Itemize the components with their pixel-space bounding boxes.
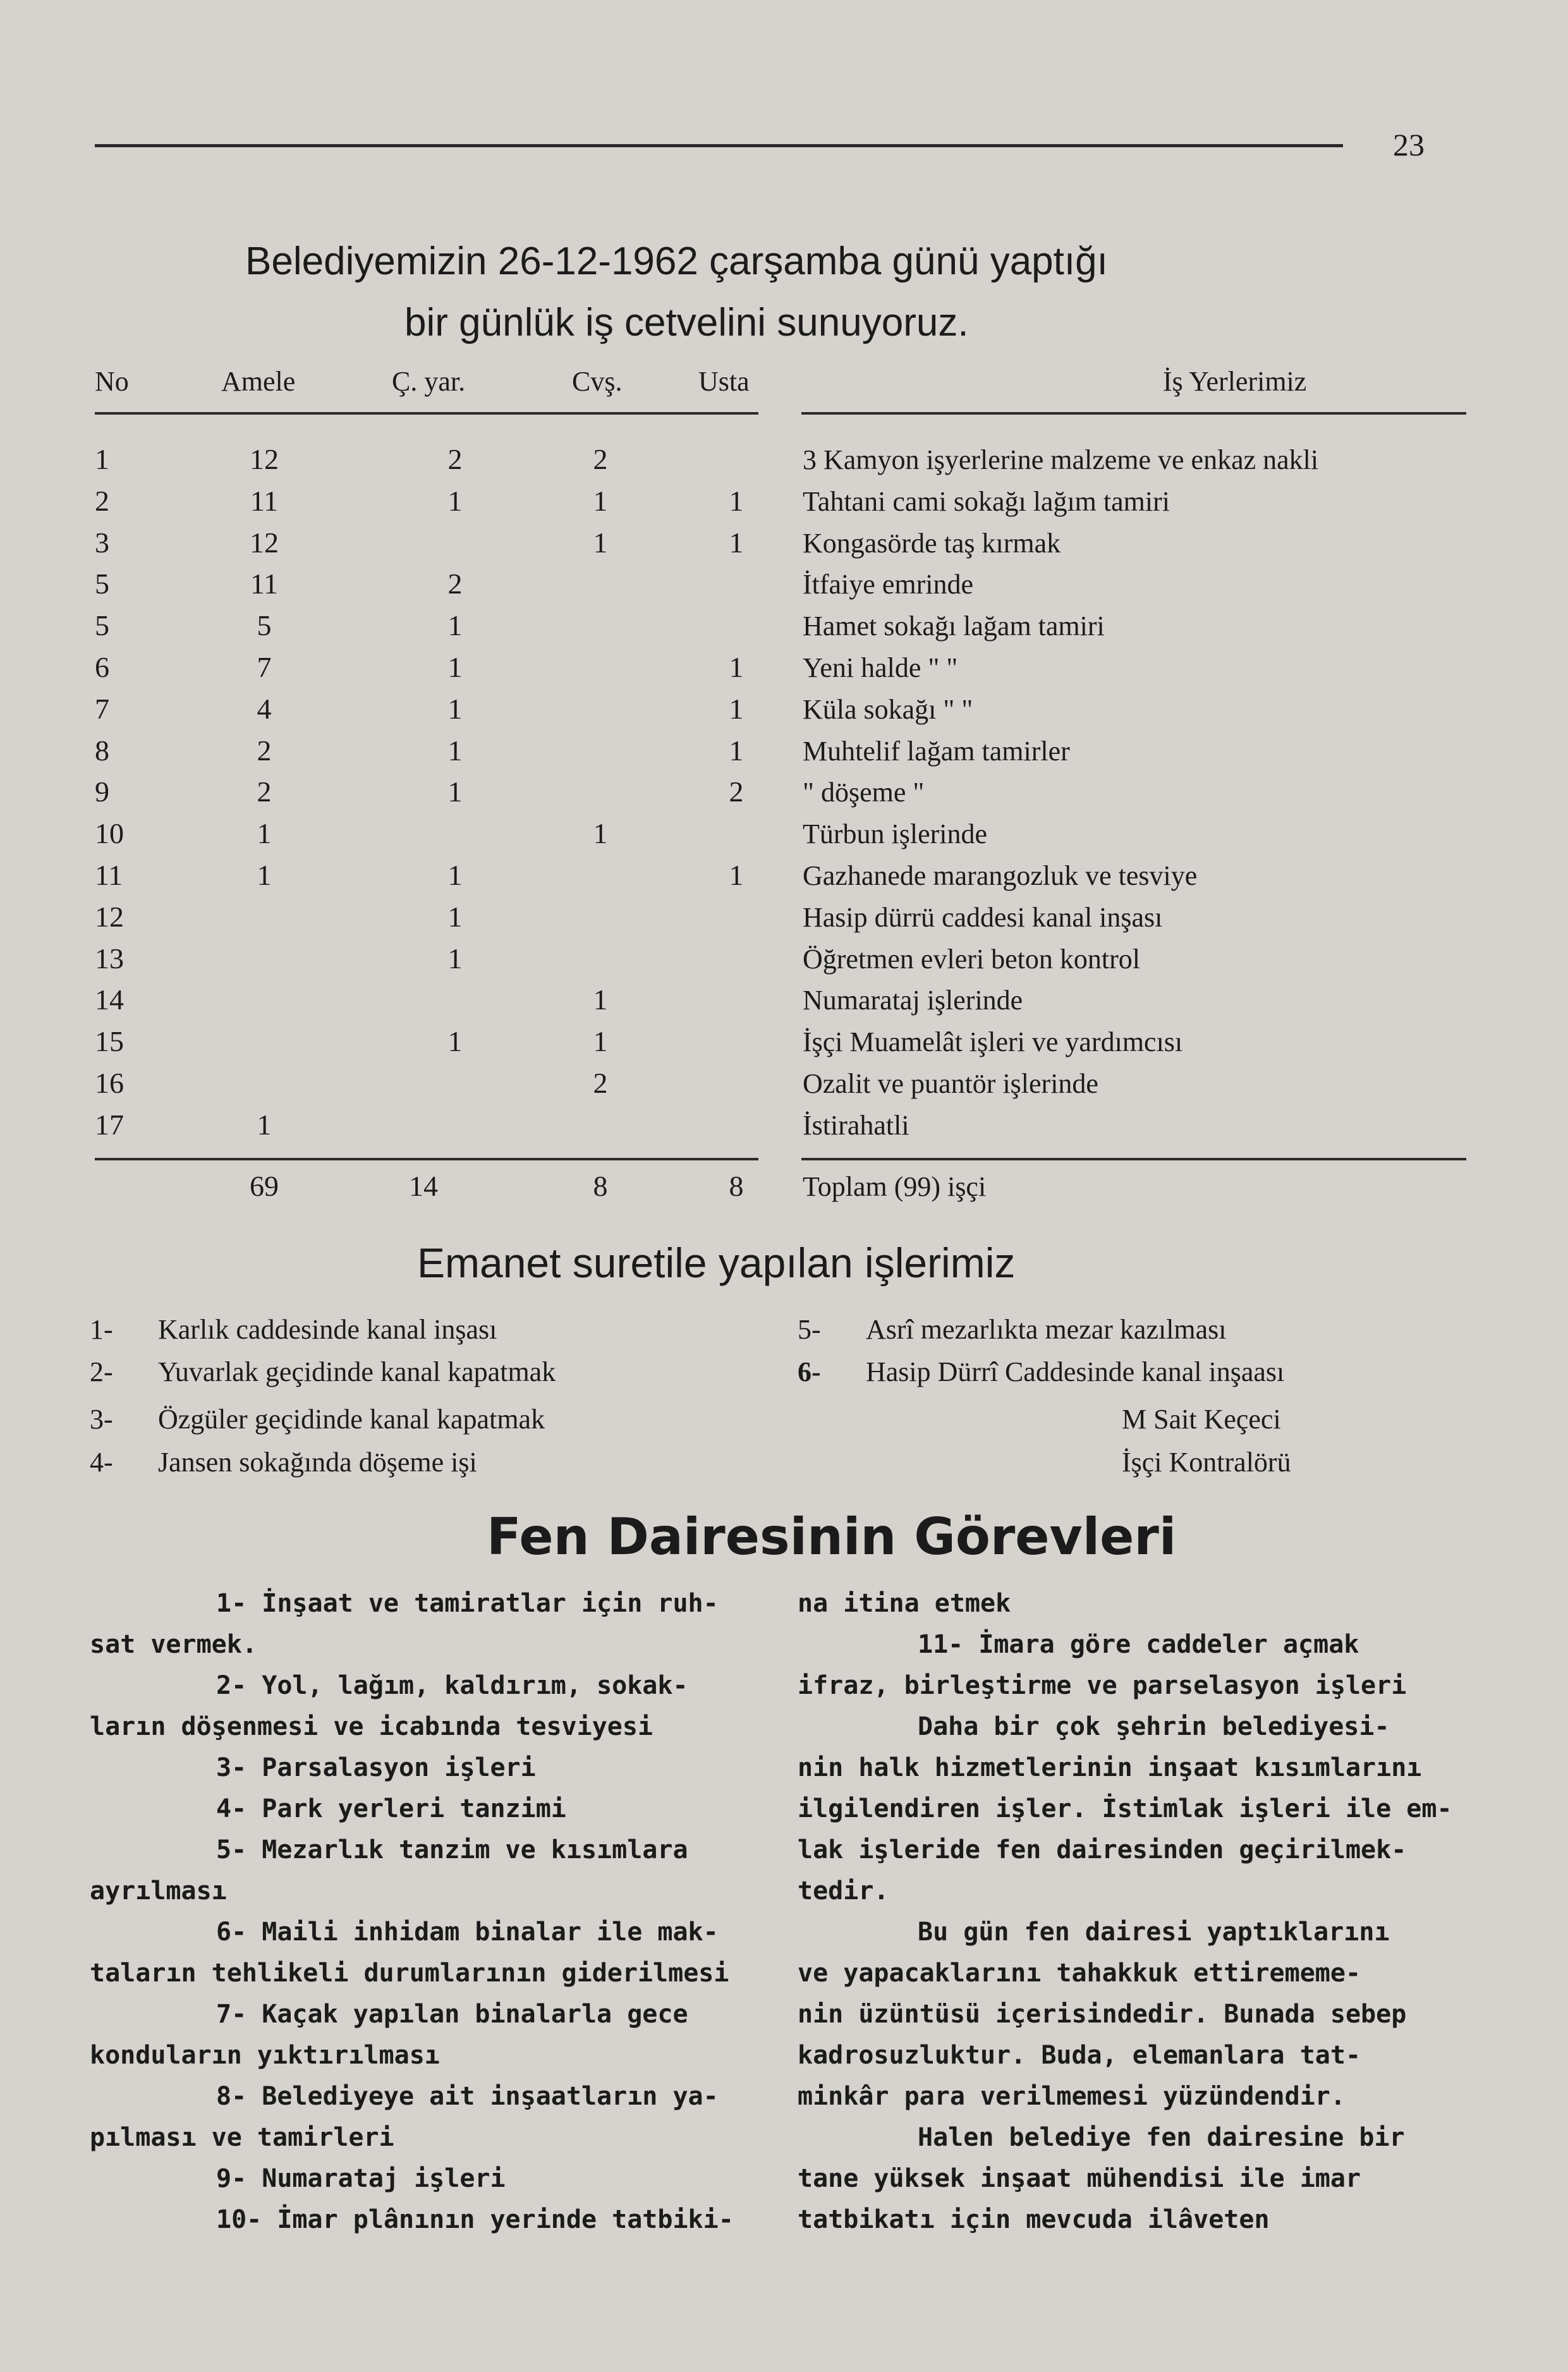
total-work: Toplam (99) işçi <box>803 1171 987 1202</box>
table-cell-cyar: 2 <box>447 443 463 475</box>
table-cell-no: 11 <box>95 859 123 891</box>
table-cell-amele: 11 <box>250 485 279 517</box>
fen-right-line: nin halk hizmetlerinin inşaat kısımlarını <box>798 1753 1422 1782</box>
emanet-item-text: Asrî mezarlıkta mezar kazılması <box>866 1314 1227 1345</box>
col-header-no: No <box>95 366 129 397</box>
emanet-item-text: Özgüler geçidinde kanal kapatmak <box>158 1404 545 1435</box>
table-cell-work: Küla sokağı " " <box>803 694 973 725</box>
fen-left-line: 1- İnşaat ve tamiratlar için ruh- <box>216 1589 719 1618</box>
fen-left-line: sat vermek. <box>90 1630 257 1659</box>
fen-left-line: 4- Park yerleri tanzimi <box>216 1794 566 1823</box>
emanet-item-text: Hasip Dürrî Caddesinde kanal inşaası <box>866 1356 1285 1387</box>
emanet-item-text: Yuvarlak geçidinde kanal kapatmak <box>158 1356 556 1387</box>
fen-right-line: 11- İmara göre caddeler açmak <box>918 1630 1359 1659</box>
fen-left-line: 8- Belediyeye ait inşaatların ya- <box>216 2082 719 2111</box>
table-cell-no: 17 <box>95 1109 124 1141</box>
table-cell-cvs: 1 <box>593 485 608 517</box>
table-cell-usta: 1 <box>729 693 744 725</box>
table-cell-work: Hamet sokağı lağam tamiri <box>803 611 1105 642</box>
fen-left-line: 3- Parsalasyon işleri <box>216 1753 536 1782</box>
total-usta: 8 <box>729 1170 744 1202</box>
table-cell-amele: 12 <box>250 526 279 559</box>
table-cell-cyar: 1 <box>447 901 463 933</box>
table-cell-amele: 1 <box>257 817 272 849</box>
fen-right-line: ilgilendiren işler. İstimlak işleri ile em- <box>798 1794 1452 1823</box>
emanet-item-num: 5- <box>798 1314 821 1345</box>
emanet-item-text: Karlık caddesinde kanal inşası <box>158 1314 497 1345</box>
table-cell-amele: 2 <box>257 734 272 767</box>
total-rule-left <box>95 1158 758 1160</box>
table-cell-work: İstirahatli <box>803 1110 909 1141</box>
table-cell-cyar: 1 <box>447 1025 463 1057</box>
table-cell-no: 9 <box>95 775 109 808</box>
fen-right-line: Bu gün fen dairesi yaptıklarını <box>918 1918 1390 1947</box>
col-header-usta: Usta <box>698 366 750 397</box>
table-cell-cyar: 1 <box>447 693 463 725</box>
fen-right-line: Halen belediye fen dairesine bir <box>918 2123 1405 2152</box>
table-cell-no: 14 <box>95 983 124 1016</box>
table-cell-work: İşçi Muamelât işleri ve yardımcısı <box>803 1026 1183 1057</box>
table-cell-work: Gazhanede marangozluk ve tesviye <box>803 860 1198 891</box>
table-cell-amele: 7 <box>257 651 272 683</box>
header-rule-right <box>801 412 1466 415</box>
table-cell-no: 13 <box>95 942 124 975</box>
table-cell-usta: 1 <box>729 526 744 559</box>
emanet-item-num: 4- <box>90 1447 113 1478</box>
table-cell-amele: 5 <box>257 609 272 642</box>
signature-name: M Sait Keçeci <box>1122 1404 1281 1435</box>
table-cell-cyar: 2 <box>447 568 463 600</box>
table-cell-work: Türbun işlerinde <box>803 818 988 849</box>
fen-right-column <box>798 1583 1452 2241</box>
fen-left-column <box>90 1583 734 2241</box>
table-cell-cvs: 1 <box>593 1025 608 1057</box>
table-cell-cvs: 1 <box>593 817 608 849</box>
fen-left-line: ların döşenmesi ve icabında tesviyesi <box>90 1712 653 1741</box>
table-cell-work: İtfaiye emrinde <box>803 569 973 600</box>
table-cell-usta: 1 <box>729 485 744 517</box>
table-cell-cyar: 1 <box>447 859 463 891</box>
fen-right-line: ifraz, birleştirme ve parselasyon işleri <box>798 1671 1407 1700</box>
fen-left-line: 7- Kaçak yapılan binalarla gece <box>216 2000 688 2029</box>
table-cell-work: Öğretmen evleri beton kontrol <box>803 944 1140 975</box>
title-line-2: bir günlük iş cetvelini sunuyoruz. <box>404 301 969 344</box>
table-cell-no: 15 <box>95 1025 124 1057</box>
fen-heading: Fen Dairesinin Görevleri <box>487 1507 1177 1566</box>
table-cell-work: Yeni halde " " <box>803 652 958 683</box>
emanet-item-num: 1- <box>90 1314 113 1345</box>
fen-left-line: 2- Yol, lağım, kaldırım, sokak- <box>216 1671 688 1700</box>
fen-left-line: 10- İmar plânının yerinde tatbiki- <box>216 2205 734 2234</box>
fen-right-line: lak işleride fen dairesinden geçirilmek- <box>798 1835 1407 1864</box>
fen-right-line: tedir. <box>798 1876 889 1906</box>
table-cell-usta: 1 <box>729 859 744 891</box>
fen-right-line: nin üzüntüsü içerisindedir. Bunada sebep <box>798 2000 1407 2029</box>
table-cell-no: 10 <box>95 817 124 849</box>
table-cell-no: 2 <box>95 485 109 517</box>
table-cell-amele: 12 <box>250 443 279 475</box>
table-cell-work: 3 Kamyon işyerlerine malzeme ve enkaz nakli <box>803 444 1319 475</box>
table-cell-cyar: 1 <box>447 775 463 808</box>
top-rule <box>95 144 1343 147</box>
table-cell-no: 8 <box>95 734 109 767</box>
table-cell-work: Kongasörde taş kırmak <box>803 528 1061 559</box>
total-amele: 69 <box>250 1170 279 1202</box>
table-cell-no: 7 <box>95 693 109 725</box>
fen-left-line: 9- Numarataj işleri <box>216 2164 506 2193</box>
fen-left-line: 5- Mezarlık tanzim ve kısımlara <box>216 1835 688 1864</box>
col-header-cyar: Ç. yar. <box>392 366 466 397</box>
table-cell-usta: 1 <box>729 734 744 767</box>
table-cell-amele: 4 <box>257 693 272 725</box>
table-cell-work: Ozalit ve puantör işlerinde <box>803 1068 1098 1099</box>
header-rule-left <box>95 412 758 415</box>
signature-title: İşçi Kontralörü <box>1122 1447 1291 1478</box>
table-cell-no: 5 <box>95 568 109 600</box>
col-header-work: İş Yerlerimiz <box>1163 366 1307 397</box>
table-cell-work: Numarataj işlerinde <box>803 985 1023 1016</box>
fen-left-line: pılması ve tamirleri <box>90 2123 394 2152</box>
table-cell-cvs: 1 <box>593 983 608 1016</box>
fen-left-line: 6- Maili inhidam binalar ile mak- <box>216 1918 719 1947</box>
table-cell-no: 6 <box>95 651 109 683</box>
fen-right-line: Daha bir çok şehrin belediyesi- <box>918 1712 1390 1741</box>
table-cell-usta: 2 <box>729 775 744 808</box>
fen-right-line: ve yapacaklarını tahakkuk ettirememe- <box>798 1959 1361 1988</box>
total-cyar: 14 <box>409 1170 438 1202</box>
table-cell-no: 12 <box>95 901 124 933</box>
table-cell-amele: 1 <box>257 859 272 891</box>
table-cell-usta: 1 <box>729 651 744 683</box>
table-cell-cyar: 1 <box>447 485 463 517</box>
table-cell-no: 5 <box>95 609 109 642</box>
table-cell-work: " döşeme " <box>803 777 925 808</box>
emanet-item-num: 6- <box>798 1356 821 1387</box>
table-cell-work: Tahtani cami sokağı lağım tamiri <box>803 486 1170 517</box>
table-cell-cvs: 2 <box>593 443 608 475</box>
table-cell-no: 3 <box>95 526 109 559</box>
table-cell-work: Hasip dürrü caddesi kanal inşası <box>803 902 1163 933</box>
page-number: 23 <box>1393 127 1425 162</box>
table-cell-no: 1 <box>95 443 109 475</box>
col-header-amele: Amele <box>221 366 296 397</box>
col-header-cvs: Cvş. <box>572 366 623 397</box>
table-cell-work: Muhtelif lağam tamirler <box>803 736 1070 767</box>
fen-right-line: na itina etmek <box>798 1589 1011 1618</box>
total-cvs: 8 <box>593 1170 608 1202</box>
table-cell-cvs: 2 <box>593 1067 608 1099</box>
fen-right-line: kadrosuzluktur. Buda, elemanlara tat- <box>798 2041 1361 2070</box>
table-cell-amele: 2 <box>257 775 272 808</box>
total-rule-right <box>801 1158 1466 1160</box>
table-cell-no: 16 <box>95 1067 124 1099</box>
emanet-item-num: 3- <box>90 1404 113 1435</box>
fen-right-line: minkâr para verilmemesi yüzündendir. <box>798 2082 1346 2111</box>
table-cell-cyar: 1 <box>447 609 463 642</box>
emanet-item-text: Jansen sokağında döşeme işi <box>158 1447 477 1478</box>
title-line-1: Belediyemizin 26-12-1962 çarşamba günü yaptığı <box>245 240 1108 283</box>
fen-right-line: tatbikatı için mevcuda ilâveten <box>798 2205 1270 2234</box>
table-cell-amele: 11 <box>250 568 279 600</box>
table-cell-cvs: 1 <box>593 526 608 559</box>
fen-left-line: taların tehlikeli durumlarının giderilmesi <box>90 1959 729 1988</box>
fen-right-line: tane yüksek inşaat mühendisi ile imar <box>798 2164 1361 2193</box>
table-cell-amele: 1 <box>257 1109 272 1141</box>
fen-left-line: ayrılması <box>90 1876 227 1906</box>
table-cell-cyar: 1 <box>447 942 463 975</box>
emanet-heading: Emanet suretile yapılan işlerimiz <box>417 1239 1016 1286</box>
emanet-item-num: 2- <box>90 1356 113 1387</box>
table-cell-cyar: 1 <box>447 734 463 767</box>
table-cell-cyar: 1 <box>447 651 463 683</box>
fen-left-line: konduların yıktırılması <box>90 2041 440 2070</box>
